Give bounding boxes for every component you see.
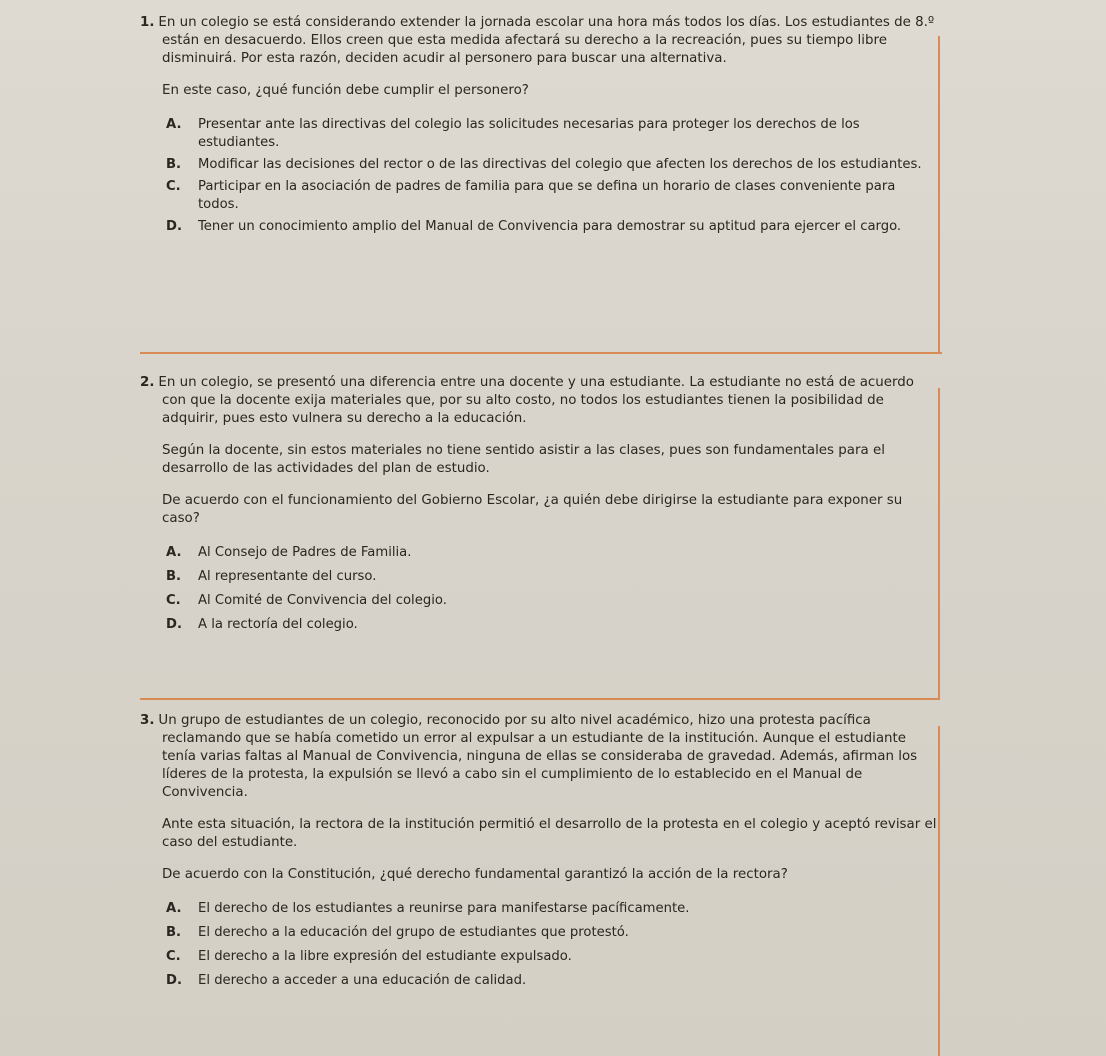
- option-text: El derecho a la educación del grupo de estudiantes que protestó.: [198, 925, 629, 940]
- option-d[interactable]: [166, 972, 940, 990]
- option-letter: C.: [166, 179, 181, 194]
- option-b[interactable]: [166, 568, 940, 586]
- question-3: [140, 712, 940, 1056]
- options-list: [140, 900, 940, 990]
- options-list: [140, 116, 940, 236]
- option-letter: D.: [166, 219, 182, 234]
- question-prompt: En este caso, ¿qué función debe cumplir el personero?: [162, 83, 529, 98]
- option-letter: D.: [166, 617, 182, 632]
- question-stem: [140, 374, 940, 428]
- bracket-bottom-border: [140, 352, 942, 354]
- option-text: Presentar ante las directivas del colegio las solicitudes necesarias para proteger los derechos de los estudiantes.: [198, 117, 860, 150]
- option-text: El derecho a la libre expresión del estudiante expulsado.: [198, 949, 572, 964]
- option-c[interactable]: [166, 948, 940, 966]
- question-number: 1.: [140, 15, 155, 30]
- question-stem: [140, 14, 940, 68]
- option-letter: A.: [166, 545, 182, 560]
- question-number: 2.: [140, 375, 155, 390]
- option-d[interactable]: [166, 218, 940, 236]
- question-context: Ante esta situación, la rectora de la institución permitió el desarrollo de la protesta en el colegio y aceptó revisar el caso del estudiante.: [162, 817, 937, 850]
- question-context: Según la docente, sin estos materiales no tiene sentido asistir a las clases, pues son fundamentales para el desarrollo de las actividades del plan de estudio.: [162, 443, 885, 476]
- option-letter: D.: [166, 973, 182, 988]
- stem-text: En un colegio se está considerando extender la jornada escolar una hora más todos los días. Los estudiantes de 8.º están en desacuerdo. Ellos creen que esta medida afectará su derecho a la recreación, pues su tiempo libre disminuirá. Por esta razón, deciden acudir al personero para buscar una alternativa.: [158, 15, 935, 66]
- option-letter: B.: [166, 569, 182, 584]
- option-text: Modificar las decisiones del rector o de las directivas del colegio que afecten los derechos de los estudiantes.: [198, 157, 922, 172]
- options-list: [140, 544, 940, 634]
- stem-text: En un colegio, se presentó una diferencia entre una docente y una estudiante. La estudiante no está de acuerdo con que la docente exija materiales que, por su alto costo, no todos los estudiantes tienen la posibilidad de adquirir, pues esto vulnera su derecho a la educación.: [158, 375, 914, 426]
- option-letter: A.: [166, 901, 182, 916]
- option-text: El derecho a acceder a una educación de calidad.: [198, 973, 527, 988]
- option-text: Al representante del curso.: [198, 569, 377, 584]
- option-a[interactable]: [166, 900, 940, 918]
- question-number: 3.: [140, 713, 155, 728]
- option-text: Al Comité de Convivencia del colegio.: [198, 593, 447, 608]
- option-d[interactable]: [166, 616, 940, 634]
- option-text: A la rectoría del colegio.: [198, 617, 358, 632]
- option-b[interactable]: [166, 156, 940, 174]
- question-prompt: De acuerdo con el funcionamiento del Gobierno Escolar, ¿a quién debe dirigirse la estudiante para exponer su caso?: [162, 493, 903, 526]
- option-letter: C.: [166, 593, 181, 608]
- option-a[interactable]: [166, 544, 940, 562]
- option-letter: C.: [166, 949, 181, 964]
- stem-text: Un grupo de estudiantes de un colegio, reconocido por su alto nivel académico, hizo una protesta pacífica reclamando que se había cometido un error al expulsar a un estudiante de la institución. Aunque el estudiante tenía varias faltas al Manual de Convivencia, ninguna de ellas se consideraba de gravedad. Además, afirman los líderes de la protesta, la expulsión se llevó a cabo sin el cumplimiento de lo establecido en el Manual de Convivencia.: [158, 713, 918, 800]
- bracket-right-border: [938, 36, 940, 354]
- option-text: Al Consejo de Padres de Familia.: [198, 545, 412, 560]
- bracket-right-border: [938, 388, 940, 698]
- question-prompt: De acuerdo con la Constitución, ¿qué derecho fundamental garantizó la acción de la rectora?: [162, 867, 788, 882]
- option-text: El derecho de los estudiantes a reunirse para manifestarse pacíficamente.: [198, 901, 690, 916]
- question-stem: [140, 712, 940, 802]
- option-c[interactable]: [166, 592, 940, 610]
- option-letter: B.: [166, 157, 182, 172]
- question-2: [140, 374, 940, 700]
- bracket-bottom-border: [140, 698, 940, 700]
- option-text: Tener un conocimiento amplio del Manual de Convivencia para demostrar su aptitud para ejercer el cargo.: [198, 219, 902, 234]
- option-b[interactable]: [166, 924, 940, 942]
- question-1: [140, 14, 940, 352]
- option-letter: B.: [166, 925, 182, 940]
- option-text: Participar en la asociación de padres de familia para que se defina un horario de clases conveniente para todos.: [198, 179, 896, 212]
- option-c[interactable]: [166, 178, 940, 214]
- bracket-right-border: [938, 726, 940, 1056]
- option-a[interactable]: [166, 116, 940, 152]
- option-letter: A.: [166, 117, 182, 132]
